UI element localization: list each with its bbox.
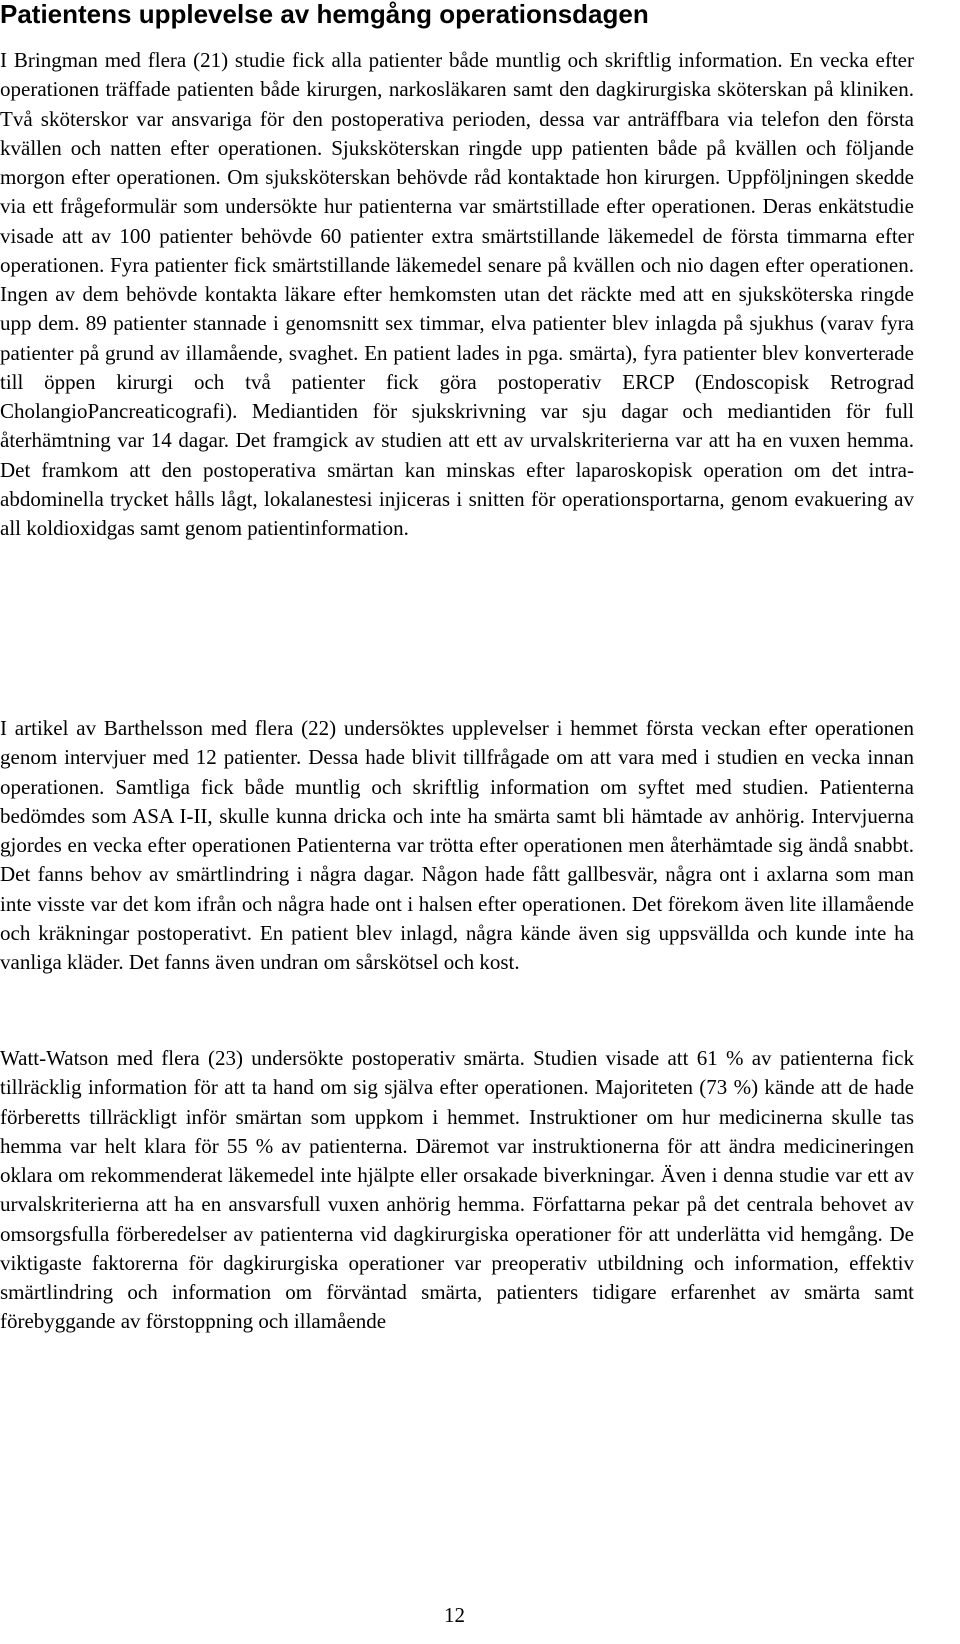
paragraph-watt-watson-study: Watt-Watson med flera (23) undersökte postoperativ smärta. Studien visade att 61 % av patienterna fick tillräcklig information för att ta hand om sig själva efter operationen. Majoriteten (73 %) kände att de hade förberetts tillräckligt inför smärtan som uppkom i hemmet. Instruktioner om hur medicinerna skulle tas hemma var helt klara för 55 % av patienterna. Däremot var instruktionerna för att ändra medicineringen oklara om rekommenderat läkemedel inte hjälpte eller orsakade biverkningar. Även i denna studie var ett av urvalskriterierna att ha en ansvarsfull vuxen anhörig hemma. Författarna pekar på det centrala behovet av omsorgsfulla förberedelser av patienterna vid dagkirurgiska operationer för att underlätta vid hemgång. De viktigaste faktorerna för dagkirurgiska operationer var preoperativ utbildning och information, effektiv smärtlindring och information om förväntad smärta, patienters tidigare erfarenhet av smärta samt förebyggande av förstoppning och illamående <box>0 1046 914 1334</box>
paragraph-bringman-study: I Bringman med flera (21) studie fick alla patienter både muntlig och skriftlig information. En vecka efter operationen träffade patienten både kirurgen, narkosläkaren samt den dagkirurgiska sköterskan på kliniken. Två sköterskor var ansvariga för den postoperativa perioden, dessa var anträffbara via telefon den första kvällen och natten efter operationen. Sjuksköterskan ringde upp patienten både på kvällen och följande morgon efter operationen. Om sjuksköterskan behövde råd kontaktade hon kirurgen. Uppföljningen skedde via ett frågeformulär som undersökte hur patienterna var smärtstillade efter operationen. Deras enkätstudie visade att av 100 patienter behövde 60 patienter extra smärtstillande läkemedel de första timmarna efter operationen. Fyra patienter fick smärtstillande läkemedel senare på kvällen och nio dagen efter operationen. Ingen av dem behövde kontakta läkare efter hemkomsten utan det räckte med att en sjuksköterska ringde upp dem. 89 patienter stannade i genomsnitt sex timmar, elva patienter blev inlagda på sjukhus (varav fyra patienter på grund av illamående, svaghet. En patient lades in pga. smärta), fyra patienter blev konverterade till öppen kirurgi och två patienter fick göra postoperativ ERCP (Endoscopisk Retrograd CholangioPancreaticografi). Mediantiden för sjukskrivning var sju dagar och mediantiden för full återhämtning var 14 dagar. Det framgick av studien att ett av urvalskriterierna var att ha en vuxen hemma. Det framkom att den postoperativa smärtan kan minskas efter laparoskopisk operation om det intra-abdominella trycket hålls lågt, lokalanestesi injiceras i snitten för operationsportarna, genom evakuering av all koldioxidgas samt genom patientinformation. <box>0 48 914 540</box>
paragraph-barthelsson-study: I artikel av Barthelsson med flera (22) undersöktes upplevelser i hemmet första veckan efter operationen genom intervjuer med 12 patienter. Dessa hade blivit tillfrågade om att vara med i studien en vecka innan operationen. Samtliga fick både muntlig och skriftlig information om syftet med studien. Patienterna bedömdes som ASA I-II, skulle kunna dricka och inte ha smärta samt bli hämtade av anhörig. Intervjuerna gjordes en vecka efter operationen Patienterna var trötta efter operationen men återhämtade sig ändå snabbt. Det fanns behov av smärtlindring i några dagar. Någon hade fått gallbesvär, några ont i axlarna som man inte visste var det kom ifrån och några hade ont i halsen efter operationen. Det förekom även lite illamående och kräkningar postoperativt. En patient blev inlagd, några kände även sig uppsvällda och kunde inte ha vanliga kläder. Det fanns även undran om sårskötsel och kost. <box>0 716 914 974</box>
page-number: 12 <box>444 1603 465 1627</box>
section-heading: Patientens upplevelse av hemgång operationsdagen <box>0 0 649 29</box>
